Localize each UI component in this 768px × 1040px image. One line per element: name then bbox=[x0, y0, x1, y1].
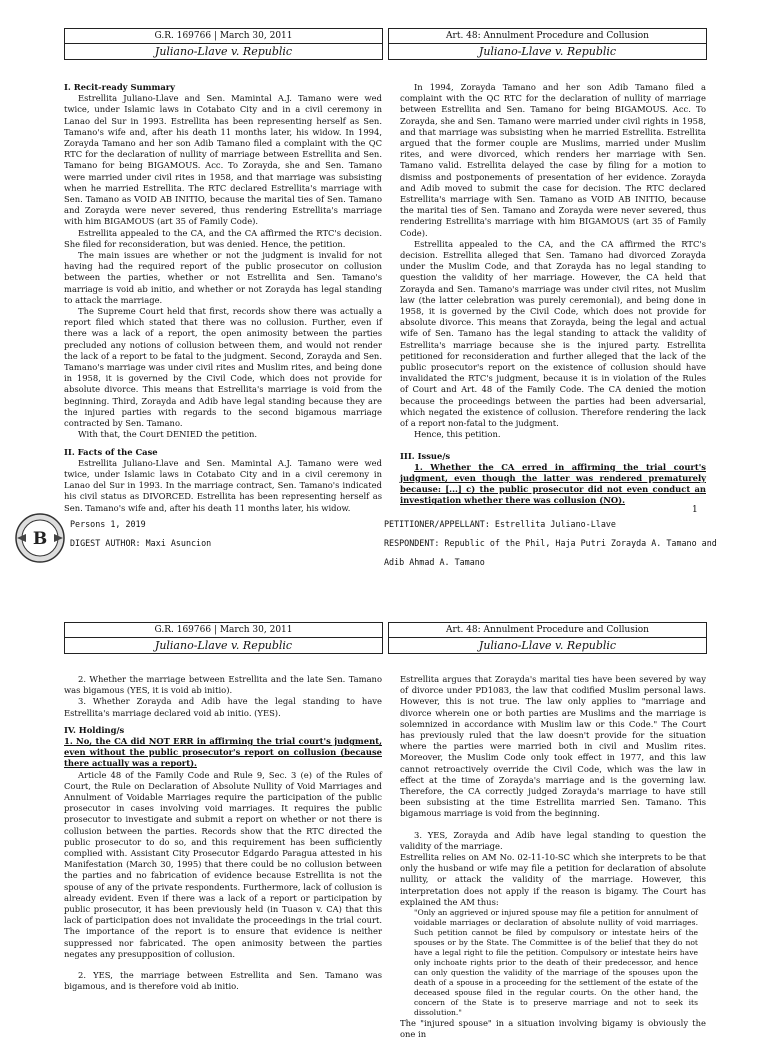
page1-right-column bbox=[400, 82, 706, 506]
petitioner: PETITIONER/APPELLANT: Estrellita Juliano-Llave bbox=[384, 519, 616, 529]
digest-author: DIGEST AUTHOR: Maxi Asuncion bbox=[70, 538, 212, 548]
footer-right bbox=[384, 518, 764, 569]
header-right-box bbox=[388, 28, 707, 60]
respondent-cont: Adib Ahmad A. Tamano bbox=[384, 557, 485, 567]
header-left-box bbox=[64, 28, 383, 60]
paragraph: Estrellita Juliano-Llave and Sen. Mamintal A.J. Tamano were wed twice, under Islamic laws in Cotabato City and in a civil ceremony in Lanao del Sur in 1993. Estrellita has been representing herself as Sen. Tamano's wife and, after his death 11 months later, his widow. In 1994, Zorayda Tamano and her son Adib Tamano filed a complaint with the QC RTC for the declaration of nullity of marriage between Estrellita and Sen. Tamano for being BIGAMOUS. Acc. To Zorayda, she and Sen. Tamano were married under civil rites in 1958, and that marriage was subsisting when he married Estrellita. The RTC declared Estrellita's marriage with Sen. Tamano as VOID AB INITIO, because the marital ties of Sen. Tamano and Zorayda were never severed, thus rendering Estrellita's marriage with him BIGAMOUS (art 35 of Family Code). bbox=[64, 93, 382, 227]
holding-item: 1. No, the CA did NOT ERR in affirming the trial court's judgment, even without the public prosecutor's report on collusion (because there actually was a report). bbox=[64, 736, 382, 769]
paragraph: With that, the Court DENIED the petition. bbox=[78, 429, 258, 440]
block-quote: "Only an aggrieved or injured spouse may file a petition for annulment of voidable marriages or declaration of absolute nullity of void marriages. Such petition cannot be filed by compulsory or intestate heirs of the spouses or by the State. The Committee is of the belief that they do not have a legal right to file the petition. Compulsory or intestate heirs have only inchoate rights prior to the death of their predecessor, and hence can only question the validity of the marriage of the spouses upon the death of a spouse in a proceeding for the settlement of the estate of the deceased spouse filed in the regular courts. On the other hand, the concern of the State is to preserve marriage and not to seek its dissolution." bbox=[414, 908, 698, 1018]
page1-left-column bbox=[64, 82, 382, 513]
paragraph: Estrellita argues that Zorayda's marital ties have been severed by way of divorce under PD1083, the law that codified Muslim personal laws. However, this is not true. The law only applies to "marriage and divorce wherein one or both parties are Muslims and the marriage is solemnized in accordance with Muslim law or this Code." The Court has previously ruled that the law doesn't provide for the situation where the parties were married both in civil and Muslim rites. Moreover, the Muslim Code only took effect in 1977, and this law cannot retroactively override the Civil Code, which was the law in effect at the time of Zorayda's marriage and is the governing law. Therefore, the CA correctly judged Zorayda's marriage to have still been subsisting at the time Estrellita married Sen. Tamano. This bigamous marriage is void from the beginning. bbox=[400, 674, 706, 819]
paragraph: Estrellita Juliano-Llave and Sen. Mamintal A.J. Tamano were wed twice, under Islamic laws in Cotabato City and in a civil ceremony in Lanao del Sur in 1993. In the marriage contract, Sen. Tamano's indicated his civil status as DIVORCED. Estrellita has been representing herself as Sen. Tamano's wife and, after his death 11 months later, his widow. bbox=[64, 457, 382, 513]
issue-item: 3. Whether Zorayda and Adib have the legal standing to have Estrellita's marriage declared void ab initio. (YES). bbox=[64, 696, 382, 718]
holding-item: 3. YES, Zorayda and Adib have legal standing to question the validity of the marriage. bbox=[400, 829, 706, 851]
page2-left-column bbox=[64, 674, 382, 1024]
paragraph: Estrellita relies on AM No. 02-11-10-SC which she interprets to be that only the husband or wife may file a petition for declaration of absolute nullity, or attack the validity of the marriage. However, this interpretation does not apply if the reason is bigamy. The Court has explained the AM thus: bbox=[400, 852, 706, 907]
case-title: Juliano-Llave v. Republic bbox=[154, 639, 293, 652]
topic-title: Art. 48: Annulment Procedure and Collusion bbox=[389, 29, 706, 44]
svg-text:B: B bbox=[32, 529, 48, 549]
paragraph: Article 48 of the Family Code and Rule 9, Sec. 3 (e) of the Rules of Court, the Rule on Declaration of Absolute Nullity of Void Marriages and Annulment of Voidable Marriages require the participation of the public prosecutor in cases involving void marriages. It requires the public prosecutor to investigate and submit a report on whether or not there is collusion between the parties. Records show that the RTC directed the public prosecutor to do so, and this requirement has been sufficiently complied with. Assistant City Prosecutor Edgardo Paragua attested in his Manifestation (March 30, 1995) that there could be no collusion between the parties and no fabrication of evidence because Estrellita is not the spouse of any of the private respondents. Furthermore, lack of collusion is already evident. Even if there was a lack of a report or participation by public prosecutor, it has been previously held (in Tuason v. CA) that this lack of participation does not invalidate the proceedings in the trial court. The importance of the report is to ensure that evidence is neither suppressed nor fabricated. The open animosity between the parties negates any presupposition of collusion. bbox=[64, 769, 382, 959]
holding-item: 2. YES, the marriage between Estrellita and Sen. Tamano was bigamous, and is therefore void ab initio. bbox=[64, 970, 382, 992]
topic-title: Art. 48: Annulment Procedure and Collusion bbox=[389, 623, 706, 638]
issue-item: 1. Whether the CA erred in affirming the trial court's judgment, even though the latter was rendered prematurely because: [...] c) the public prosecutor did not even conduct an investigation whether there was collusion (NO). bbox=[400, 461, 706, 506]
paragraph: The Supreme Court held that first, records show there was actually a report filed which stated that there was no collusion. Further, even if there was a lack of a report, the open animosity between the parties precluded any notions of collusion between them, and would not render the lack of a report to be fatal to the judgment. Second, Zorayda and Sen. Tamano's marriage was under civil rites and Muslim rites, and being done in 1958, it is governed by the Civil Code, which does not provide for absolute divorce. This means that Estrellita's marriage is void from the beginning. Third, Zorayda and Adib have legal standing because they are the injured parties with regards to the second bigamous marriage contracted by Sen. Tamano. bbox=[64, 306, 382, 429]
paragraph: Estrellita appealed to the CA, and the CA affirmed the RTC's decision. She filed for reconsideration, but was denied. Hence, the petition. bbox=[64, 227, 382, 249]
paragraph: In 1994, Zorayda Tamano and her son Adib Tamano filed a complaint with the QC RTC for the declaration of nullity of marriage between Estrellita and Sen. Tamano for being BIGAMOUS. Acc. To Zorayda, she and Sen. Tamano were married under civil rights in 1958, and that marriage was subsisting when he married Estrellita. Estrellita argued that the former couple are Muslims, married under Muslim rites, and were divorced, which renders her marriage with Sen. Tamano valid. Estrellita delayed the case by filing for a motion to dismiss and postponements of presentation of her evidence. Zorayda and Adib moved to submit the case for decision. The RTC declared Estrellita's marriage with Sen. Tamano as VOID AB INITIO, because the marital ties of Sen. Tamano and Zorayda were never severed, thus rendering Estrellita's marriage with him BIGAMOUS (art 35 of Family Code). bbox=[400, 82, 706, 238]
case-number: G.R. 169766 | March 30, 2011 bbox=[65, 29, 382, 44]
page-number: 1 bbox=[692, 505, 698, 515]
case-title: Juliano-Llave v. Republic bbox=[478, 639, 617, 652]
issue-item: 2. Whether the marriage between Estrellita and the late Sen. Tamano was bigamous (YES, it is void ab initio). bbox=[64, 674, 382, 696]
footer-left bbox=[70, 518, 211, 550]
case-number: G.R. 169766 | March 30, 2011 bbox=[65, 623, 382, 638]
case-title: Juliano-Llave v. Republic bbox=[154, 45, 293, 58]
respondent: RESPONDENT: Republic of the Phil, Haja Putri Zorayda A. Tamano and bbox=[384, 538, 717, 548]
course-label: Persons 1, 2019 bbox=[70, 519, 146, 529]
paragraph: Estrellita appealed to the CA, and the CA affirmed the RTC's decision. Estrellita alleged that Sen. Tamano had divorced Zorayda under the Muslim Code, and that Zorayda has no legal standing to question the validity of her marriage. However, the CA held that Zorayda and Sen. Tamano's marriage was under civil rites, not Muslim law (the latter celebration was purely ceremonial), and being done in 1958, it is governed by the Civil Code, which does not provide for absolute divorce. This means that Zorayda, being the legal and actual wife of Sen. Tamano has the legal standing to attack the validity of Estrellita's marriage because she is the injured party. Estrellita petitioned for reconsideration and further alleged that the lack of the public prosecutor's report on the existence of collusion should have invalidated the RTC's judgment, because it is in violation of the Rules of Court and Art. 48 of the Family Code. The CA denied the motion because the proceedings between the parties had been adversarial, which negated the existence of collusion. Therefore rendering the lack of a report non-fatal to the judgment. bbox=[400, 238, 706, 429]
paragraph: Hence, this petition. bbox=[414, 429, 501, 440]
header-right-box bbox=[388, 622, 707, 654]
case-title: Juliano-Llave v. Republic bbox=[478, 45, 617, 58]
header-left-box bbox=[64, 622, 383, 654]
section-heading: III. Issue/s bbox=[400, 450, 451, 461]
school-seal-logo bbox=[14, 512, 66, 564]
section-heading: IV. Holding/s bbox=[64, 724, 125, 735]
section-heading: I. Recit-ready Summary bbox=[64, 82, 176, 92]
page2-right-column bbox=[400, 674, 706, 1040]
paragraph: The "injured spouse" in a situation involving bigamy is obviously the one in bbox=[400, 1018, 706, 1040]
paragraph: The main issues are whether or not the judgment is invalid for not having had the required report of the public prosecutor on collusion between the parties, whether or not Estrellita and Sen. Tamano's marriage is void ab initio, and whether or not Zorayda has legal standing to attack the marriage. bbox=[64, 250, 382, 305]
section-heading: II. Facts of the Case bbox=[64, 446, 158, 457]
